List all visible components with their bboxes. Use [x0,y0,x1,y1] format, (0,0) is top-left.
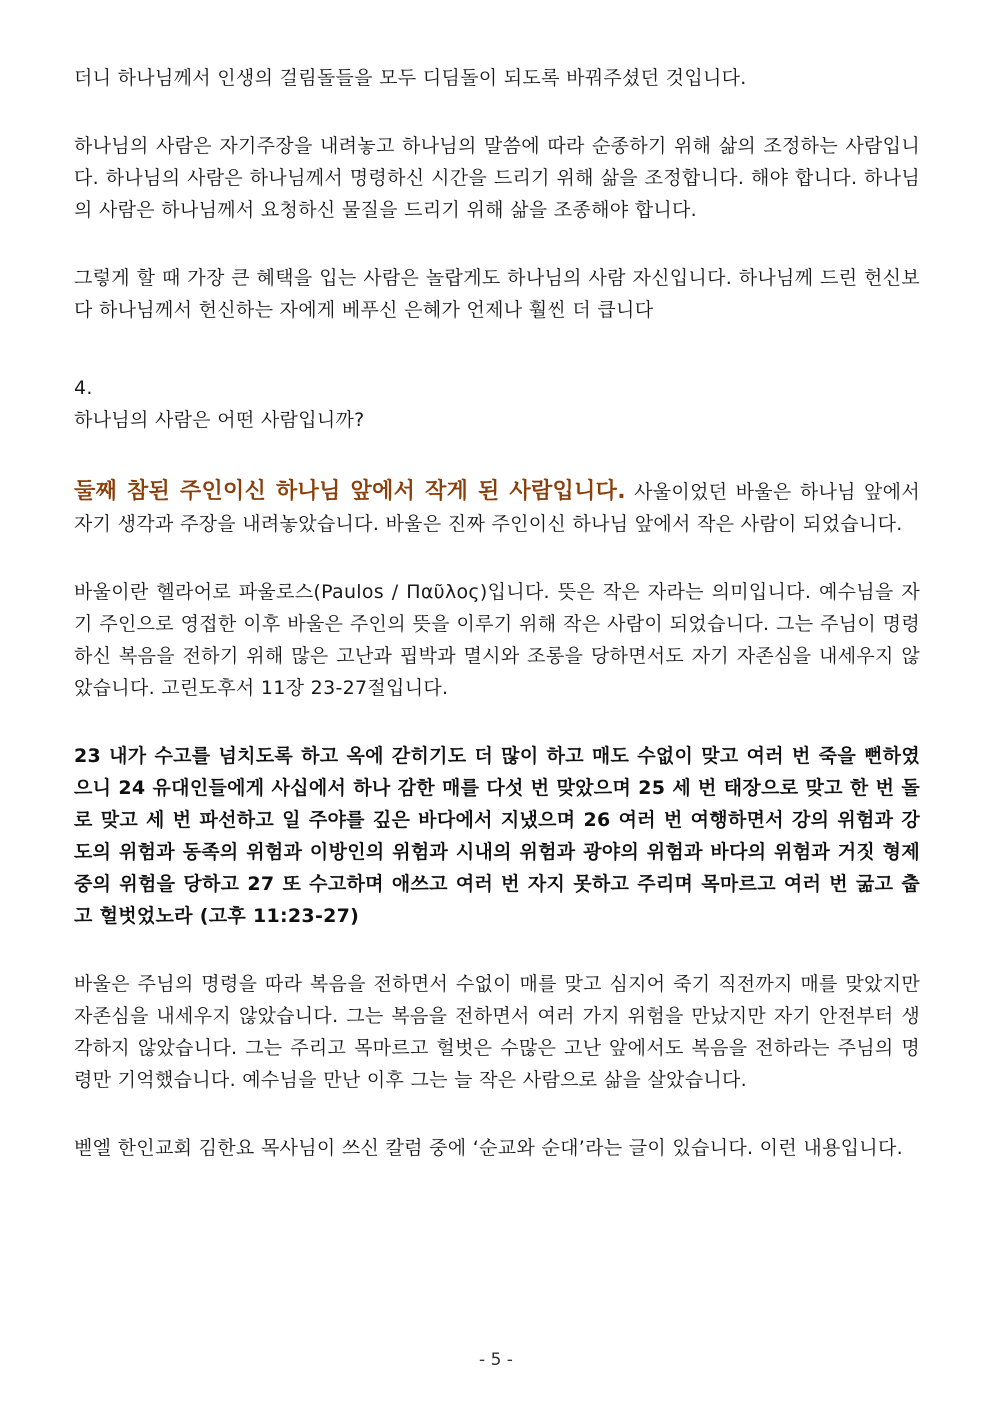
paragraph-3: 그렇게 할 때 가장 큰 혜택을 입는 사람은 놀랍게도 하나님의 사람 자신입니다. 하나님께 드린 헌신보다 하나님께서 헌신하는 자에게 베푸신 은혜가 언제나 훨씬 더 큽니다 [74,267,920,321]
scripture-quote: 23 내가 수고를 넘치도록 하고 옥에 갇히기도 더 많이 하고 매도 수없이 맞고 여러 번 죽을 뻔하였으니 24 유대인들에게 사십에서 하나 감한 매를 다섯 번 맞았으며 25 세 번 태장으로 맞고 한 번 돌로 맞고 세 번 파선하고 일 주야를 깊은 바다에서 지냈으며 26 여러 번 여행하면서 강의 위험과 강도의 위험과 동족의 위험과 이방인의 위험과 시내의 위험과 광야의 위험과 바다의 위험과 거짓 형제 중의 위험을 당하고 27 또 수고하며 애쓰고 여러 번 자지 못하고 주리며 목마르고 여러 번 굶고 춥고 헐벗었노라 (고후 11:23-27) [74,745,920,927]
paragraph-1: 더니 하나님께서 인생의 걸림돌들을 모두 디딤돌이 되도록 바꿔주셨던 것입니다. [74,67,747,89]
paragraph-9: 벧엘 한인교회 김한요 목사님이 쓰신 칼럼 중에 ‘순교와 순대’라는 글이 있습니다. 이런 내용입니다. [74,1137,903,1159]
paragraph-6: 바울이란 헬라어로 파울로스(Paulos / Παῦλος)입니다. 뜻은 작은 자라는 의미입니다. 예수님을 자기 주인으로 영접한 이후 바울은 주인의 뜻을 이루기 위해 작은 사람이 되었습니다. 그는 주님이 명령하신 복음을 전하기 위해 많은 고난과 핍박과 멸시와 조롱을 당하면서도 자기 자존심을 내세우지 않았습니다. 고린도후서 11장 23-27절입니다. [74,581,920,699]
document-page [74,62,920,1200]
paragraph-8: 바울은 주님의 명령을 따라 복음을 전하면서 수없이 매를 맞고 심지어 죽기 직전까지 매를 맞았지만 자존심을 내세우지 않았습니다. 그는 복음을 전하면서 여러 가지 위험을 만났지만 자기 안전부터 생각하지 않았습니다. 그는 주리고 목마르고 헐벗은 수많은 고난 앞에서도 복음을 전하라는 주님의 명령만 기억했습니다. 예수님을 만난 이후 그는 늘 작은 사람으로 삶을 살았습니다. [74,973,920,1091]
section-heading: 둘째 참된 주인이신 하나님 앞에서 작게 된 사람입니다. [74,479,626,504]
section-question: 하나님의 사람은 어떤 사람입니까? [74,409,365,431]
paragraph-5 [74,476,920,540]
section-number: 4. [74,377,93,399]
paragraph-5-body: 사울이었던 바울은 하나님 앞에서 자기 생각과 주장을 내려놓았습니다. 바울은 진짜 주인이신 하나님 앞에서 작은 사람이 되었습니다. [74,481,920,535]
paragraph-2: 하나님의 사람은 자기주장을 내려놓고 하나님의 말씀에 따라 순종하기 위해 삶의 조정하는 사람입니다. 하나님의 사람은 하나님께서 명령하신 시간을 드리기 위해 삶을 조정합니다. 해야 합니다. 하나님의 사람은 하나님께서 요청하신 물질을 드리기 위해 삶을 조종해야 합니다. [74,135,920,221]
page-number: - 5 - [479,1350,513,1370]
